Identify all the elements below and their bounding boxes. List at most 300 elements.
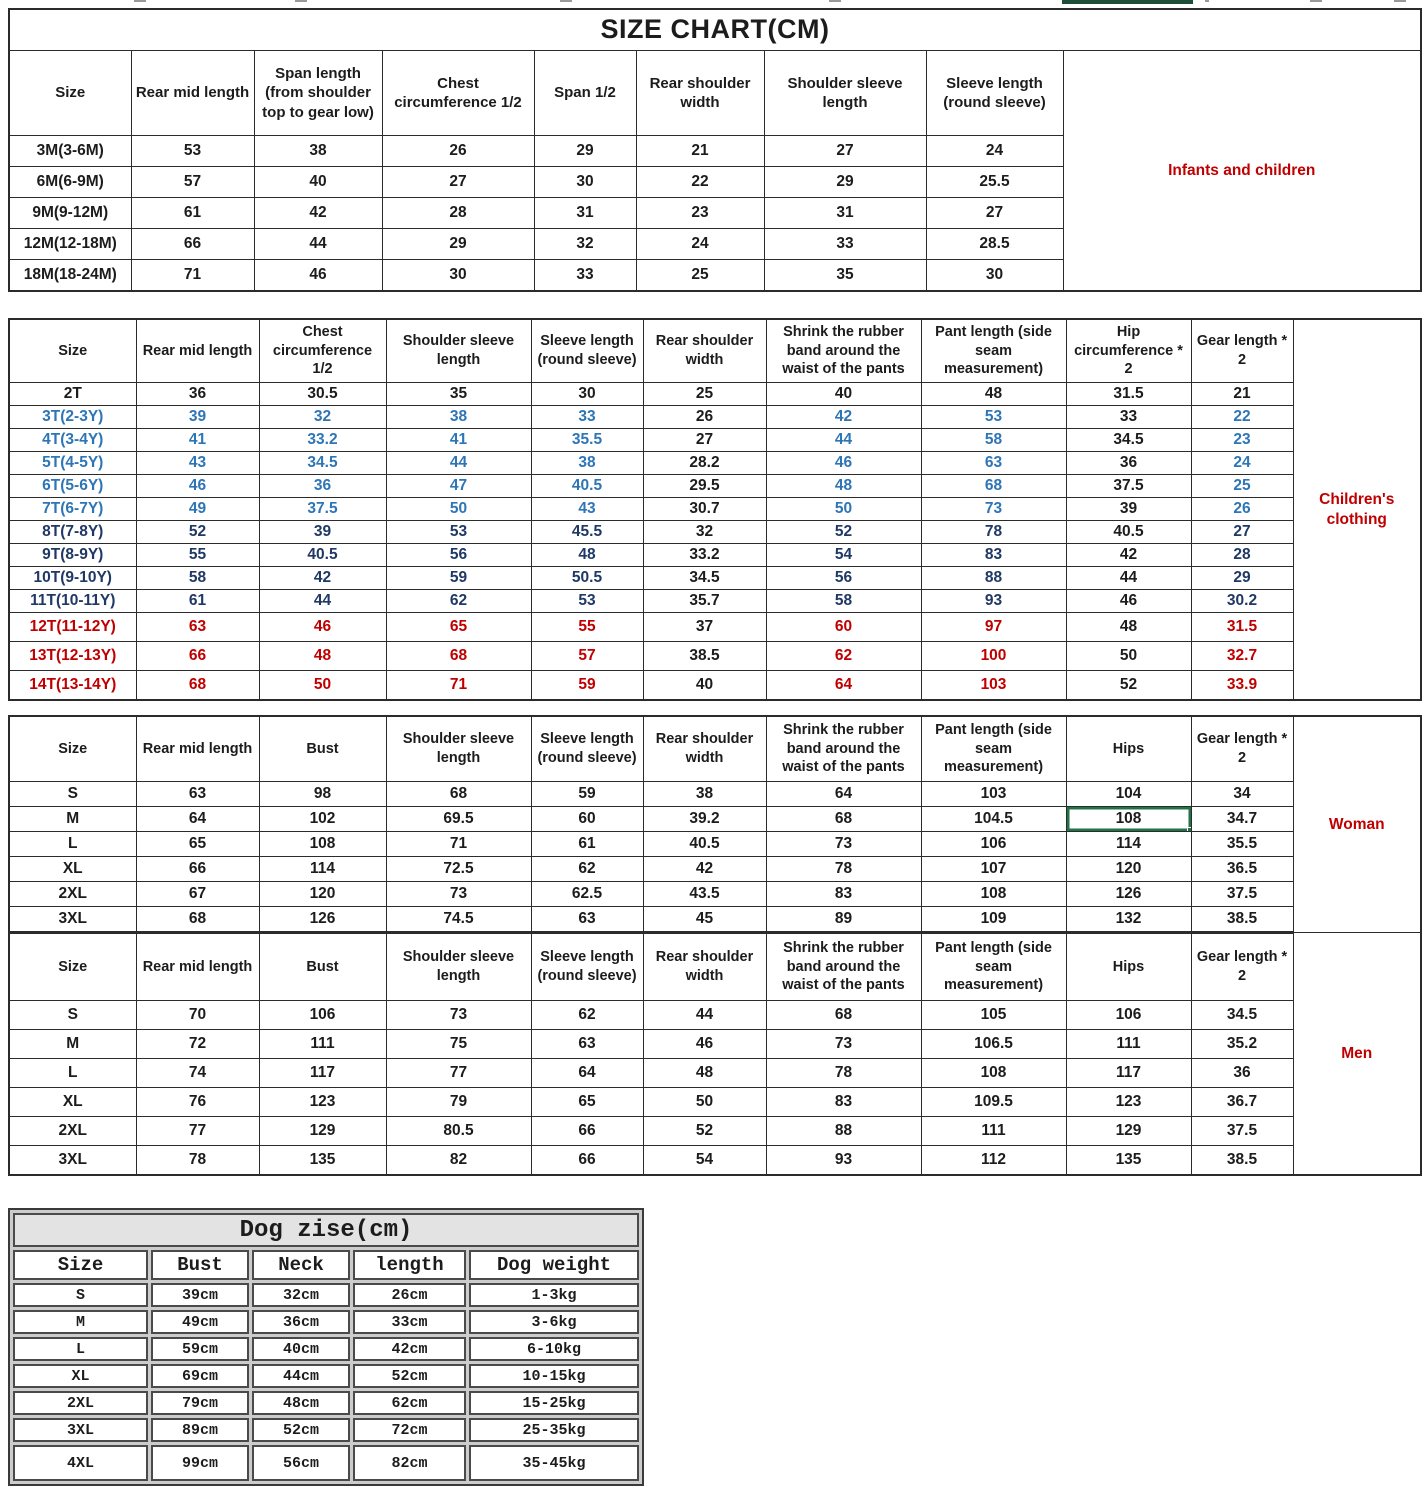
column-header: Rear mid length (136, 933, 259, 1001)
dog-table-title: Dog zise(cm) (13, 1213, 639, 1247)
cell: 22 (1191, 406, 1293, 429)
row-size-label: 2XL (9, 1117, 136, 1146)
gridline-tick (295, 0, 307, 2)
column-header: Gear length * 2 (1191, 716, 1293, 782)
cell: 36 (1191, 1059, 1293, 1088)
cell: 62 (766, 642, 921, 671)
table-row (13, 1310, 639, 1334)
column-header: Size (13, 1250, 148, 1280)
section-label-children: Children's clothing (1293, 319, 1421, 700)
column-header: Rear mid length (136, 716, 259, 782)
table-row (9, 475, 1421, 498)
table-row (9, 613, 1421, 642)
cell: 71 (386, 671, 531, 701)
table-row (9, 1146, 1421, 1176)
cell: 39.2 (643, 807, 766, 832)
cell: 135 (259, 1146, 386, 1176)
cell: 61 (531, 832, 643, 857)
table-row (9, 882, 1421, 907)
cell: 53 (531, 590, 643, 613)
cell: 35 (386, 383, 531, 406)
cell: 56 (766, 567, 921, 590)
cell: 65 (386, 613, 531, 642)
cell: 117 (259, 1059, 386, 1088)
cell: 63 (531, 907, 643, 933)
row-size-label: XL (9, 1088, 136, 1117)
cell: 105 (921, 1001, 1066, 1030)
row-size-label: 12M(12-18M) (9, 229, 131, 260)
cell: 68 (386, 642, 531, 671)
table-row (9, 807, 1421, 832)
section-label-men: Men (1293, 933, 1421, 1176)
cell: 78 (921, 521, 1066, 544)
cell: 39 (1066, 498, 1191, 521)
cell: 74 (136, 1059, 259, 1088)
row-size-label: 3XL (13, 1418, 148, 1442)
cell: 30 (382, 260, 534, 292)
cell: 41 (136, 429, 259, 452)
row-size-label: 3XL (9, 907, 136, 933)
column-header: Hip circumference * 2 (1066, 319, 1191, 383)
cell: 93 (766, 1146, 921, 1176)
cell: 33 (764, 229, 926, 260)
cell: 36 (136, 383, 259, 406)
table-row (9, 429, 1421, 452)
cell: 66 (136, 857, 259, 882)
cell: 37.5 (1066, 475, 1191, 498)
column-header: Pant length (side seam measurement) (921, 716, 1066, 782)
cell: 135 (1066, 1146, 1191, 1176)
table-row (9, 832, 1421, 857)
cell: 15-25kg (469, 1391, 639, 1415)
column-header: Hips (1066, 716, 1191, 782)
column-header: Size (9, 716, 136, 782)
cell: 48 (531, 544, 643, 567)
cell: 28 (1191, 544, 1293, 567)
cell: 29 (382, 229, 534, 260)
row-size-label: 9M(9-12M) (9, 198, 131, 229)
cell: 28.5 (926, 229, 1063, 260)
cell: 38.5 (1191, 1146, 1293, 1176)
cell: 60 (766, 613, 921, 642)
cell: 46 (1066, 590, 1191, 613)
cell: 50 (386, 498, 531, 521)
cell: 120 (1066, 857, 1191, 882)
row-size-label: 2T (9, 383, 136, 406)
table-row (9, 782, 1421, 807)
cell: 62.5 (531, 882, 643, 907)
cell: 55 (531, 613, 643, 642)
column-header: Dog weight (469, 1250, 639, 1280)
cell: 42 (254, 198, 382, 229)
table-row (9, 1059, 1421, 1088)
cell: 50 (643, 1088, 766, 1117)
cell: 39 (136, 406, 259, 429)
cell: 129 (1066, 1117, 1191, 1146)
row-size-label: 11T(10-11Y) (9, 590, 136, 613)
column-header: Shoulder sleeve length (386, 319, 531, 383)
cell: 76 (136, 1088, 259, 1117)
cell: 43.5 (643, 882, 766, 907)
cell: 114 (259, 857, 386, 882)
cell: 30 (531, 383, 643, 406)
cell: 27 (764, 136, 926, 167)
cell: 62 (386, 590, 531, 613)
cell: 32cm (252, 1283, 350, 1307)
cell: 33.2 (259, 429, 386, 452)
row-size-label: 14T(13-14Y) (9, 671, 136, 701)
cell: 34.5 (1066, 429, 1191, 452)
cell: 30 (534, 167, 636, 198)
cell: 67 (136, 882, 259, 907)
row-size-label: XL (9, 857, 136, 882)
cell: 33 (1066, 406, 1191, 429)
row-size-label: L (13, 1337, 148, 1361)
column-header: Size (9, 933, 136, 1001)
cell: 35.2 (1191, 1030, 1293, 1059)
cell: 68 (766, 1001, 921, 1030)
row-size-label: 4XL (13, 1445, 148, 1481)
cell: 39 (259, 521, 386, 544)
cell: 36cm (252, 1310, 350, 1334)
row-size-label: 3T(2-3Y) (9, 406, 136, 429)
cell: 62 (531, 1001, 643, 1030)
cell: 77 (136, 1117, 259, 1146)
cell: 53 (921, 406, 1066, 429)
row-size-label: 4T(3-4Y) (9, 429, 136, 452)
table-row (9, 857, 1421, 882)
cell: 21 (1191, 383, 1293, 406)
cell: 111 (1066, 1030, 1191, 1059)
column-header: Bust (259, 716, 386, 782)
cell: 50 (1066, 642, 1191, 671)
cell: 62 (531, 857, 643, 882)
cell: 82cm (353, 1445, 466, 1481)
column-header: Size (9, 319, 136, 383)
cell: 64 (531, 1059, 643, 1088)
cell: 73 (766, 1030, 921, 1059)
table-row (9, 907, 1421, 933)
cell: 30.2 (1191, 590, 1293, 613)
cell: 44 (766, 429, 921, 452)
cell: 78 (136, 1146, 259, 1176)
cell: 75 (386, 1030, 531, 1059)
row-size-label: 8T(7-8Y) (9, 521, 136, 544)
children-table (8, 318, 1422, 701)
cell: 21 (636, 136, 764, 167)
column-header: Rear shoulder width (643, 319, 766, 383)
cell: 3-6kg (469, 1310, 639, 1334)
table-row (9, 590, 1421, 613)
gridline-tick (560, 0, 572, 2)
cell: 103 (921, 671, 1066, 701)
cell: 49 (136, 498, 259, 521)
cell: 126 (1066, 882, 1191, 907)
cell: 46 (766, 452, 921, 475)
selected-column-highlight (1062, 0, 1193, 4)
cell: 40.5 (1066, 521, 1191, 544)
cell: 66 (531, 1117, 643, 1146)
cell: 63 (136, 782, 259, 807)
table-row (13, 1445, 639, 1481)
cell: 89cm (151, 1418, 249, 1442)
cell: 60 (531, 807, 643, 832)
cell: 28 (382, 198, 534, 229)
column-header: Sleeve length (round sleeve) (926, 51, 1063, 136)
cell: 114 (1066, 832, 1191, 857)
column-header: Hips (1066, 933, 1191, 1001)
row-size-label: 2XL (13, 1391, 148, 1415)
cell: 10-15kg (469, 1364, 639, 1388)
cell: 74.5 (386, 907, 531, 933)
cell: 46 (136, 475, 259, 498)
cell: 64 (766, 782, 921, 807)
cell: 26 (1191, 498, 1293, 521)
column-header: Bust (259, 933, 386, 1001)
column-header: Size (9, 51, 131, 136)
cell: 28.2 (643, 452, 766, 475)
cell: 44 (259, 590, 386, 613)
cell: 23 (636, 198, 764, 229)
cell: 53 (131, 136, 254, 167)
section-label-woman: Woman (1293, 716, 1421, 933)
cell: 70 (136, 1001, 259, 1030)
cell: 46 (254, 260, 382, 292)
cell: 61 (136, 590, 259, 613)
row-size-label: M (9, 807, 136, 832)
column-header: Shrink the rubber band around the waist of the pants (766, 319, 921, 383)
cell: 40.5 (643, 832, 766, 857)
cell: 69cm (151, 1364, 249, 1388)
cell: 44 (254, 229, 382, 260)
table-row (9, 406, 1421, 429)
cell: 36.7 (1191, 1088, 1293, 1117)
cell: 40cm (252, 1337, 350, 1361)
cell: 23 (1191, 429, 1293, 452)
cell: 29.5 (643, 475, 766, 498)
cell: 38 (531, 452, 643, 475)
cell: 26 (382, 136, 534, 167)
row-size-label: 2XL (9, 882, 136, 907)
cell: 72cm (353, 1418, 466, 1442)
cell: 69.5 (386, 807, 531, 832)
column-header: Neck (252, 1250, 350, 1280)
cell: 31 (764, 198, 926, 229)
cell: 42 (766, 406, 921, 429)
cell: 33cm (353, 1310, 466, 1334)
column-header: Bust (151, 1250, 249, 1280)
cell: 42 (643, 857, 766, 882)
cell: 59 (531, 782, 643, 807)
cell: 108 (259, 832, 386, 857)
cell: 40 (766, 383, 921, 406)
table-row (9, 567, 1421, 590)
cell: 56cm (252, 1445, 350, 1481)
cell: 73 (386, 1001, 531, 1030)
cell: 104 (1066, 782, 1191, 807)
cell: 48 (643, 1059, 766, 1088)
column-header: Gear length * 2 (1191, 319, 1293, 383)
cell: 49cm (151, 1310, 249, 1334)
cell: 65 (136, 832, 259, 857)
cell: 40.5 (531, 475, 643, 498)
cell: 40 (643, 671, 766, 701)
cell: 64 (766, 671, 921, 701)
row-size-label: L (9, 1059, 136, 1088)
cell: 77 (386, 1059, 531, 1088)
cell: 38.5 (643, 642, 766, 671)
column-header: Sleeve length (round sleeve) (531, 319, 643, 383)
cell: 30.7 (643, 498, 766, 521)
cell: 46 (643, 1030, 766, 1059)
cell: 41 (386, 429, 531, 452)
cell: 43 (136, 452, 259, 475)
cell: 35-45kg (469, 1445, 639, 1481)
table-row (13, 1283, 639, 1307)
cell: 57 (131, 167, 254, 198)
cell: 31.5 (1191, 613, 1293, 642)
cell: 40.5 (259, 544, 386, 567)
cell: 61 (131, 198, 254, 229)
cell: 48 (766, 475, 921, 498)
header-row (9, 716, 1421, 782)
cell: 52cm (353, 1364, 466, 1388)
cell: 32 (643, 521, 766, 544)
table-row (9, 1001, 1421, 1030)
cell: 58 (136, 567, 259, 590)
cell: 45.5 (531, 521, 643, 544)
cell: 71 (386, 832, 531, 857)
row-size-label: 6M(6-9M) (9, 167, 131, 198)
column-header: Gear length * 2 (1191, 933, 1293, 1001)
table-row (9, 383, 1421, 406)
column-header: length (353, 1250, 466, 1280)
cell: 78 (766, 1059, 921, 1088)
cell: 34.5 (259, 452, 386, 475)
cell: 36.5 (1191, 857, 1293, 882)
cell: 59 (386, 567, 531, 590)
cell: 106.5 (921, 1030, 1066, 1059)
column-header: Rear mid length (136, 319, 259, 383)
column-header: Sleeve length (round sleeve) (531, 716, 643, 782)
dog-size-table (8, 1208, 644, 1486)
cell: 123 (259, 1088, 386, 1117)
cell: 22 (636, 167, 764, 198)
cell: 27 (1191, 521, 1293, 544)
cell: 89 (766, 907, 921, 933)
cell: 47 (386, 475, 531, 498)
cell: 34 (1191, 782, 1293, 807)
cell: 38 (254, 136, 382, 167)
column-header: Shoulder sleeve length (386, 933, 531, 1001)
cell: 71 (131, 260, 254, 292)
cell: 106 (259, 1001, 386, 1030)
dog-title-row (13, 1213, 639, 1247)
selected-cell: 108 (1066, 807, 1191, 832)
table-row (13, 1337, 639, 1361)
cell: 93 (921, 590, 1066, 613)
infants-table (8, 8, 1422, 292)
table-row (9, 1117, 1421, 1146)
column-header: Shoulder sleeve length (386, 716, 531, 782)
cell: 25.5 (926, 167, 1063, 198)
cell: 33.9 (1191, 671, 1293, 701)
adults-table (8, 715, 1422, 1176)
cell: 42 (259, 567, 386, 590)
cell: 78 (766, 857, 921, 882)
cell: 132 (1066, 907, 1191, 933)
cell: 58 (921, 429, 1066, 452)
cell: 123 (1066, 1088, 1191, 1117)
table-row (9, 642, 1421, 671)
page-title: SIZE CHART(CM) (9, 9, 1421, 51)
cell: 98 (259, 782, 386, 807)
cell: 27 (926, 198, 1063, 229)
cell: 27 (382, 167, 534, 198)
cell: 117 (1066, 1059, 1191, 1088)
cell: 24 (926, 136, 1063, 167)
cell: 80.5 (386, 1117, 531, 1146)
cell: 35 (764, 260, 926, 292)
column-header: Pant length (side seam measurement) (921, 319, 1066, 383)
cell: 52cm (252, 1418, 350, 1442)
cell: 63 (921, 452, 1066, 475)
row-size-label: 9T(8-9Y) (9, 544, 136, 567)
column-header: Pant length (side seam measurement) (921, 933, 1066, 1001)
cell: 48 (921, 383, 1066, 406)
cell: 24 (1191, 452, 1293, 475)
cell: 35.5 (1191, 832, 1293, 857)
cell: 72.5 (386, 857, 531, 882)
cell: 29 (764, 167, 926, 198)
cell: 33 (531, 406, 643, 429)
cell: 30 (926, 260, 1063, 292)
cell: 32.7 (1191, 642, 1293, 671)
row-size-label: 3M(3-6M) (9, 136, 131, 167)
spreadsheet-top-gridline-remnants (0, 0, 1428, 6)
column-header: Shoulder sleeve length (764, 51, 926, 136)
column-header: Rear shoulder width (643, 933, 766, 1001)
table-row (9, 521, 1421, 544)
row-size-label: 3XL (9, 1146, 136, 1176)
cell: 44 (643, 1001, 766, 1030)
cell: 48 (1066, 613, 1191, 642)
cell: 54 (766, 544, 921, 567)
cell: 52 (766, 521, 921, 544)
cell: 44cm (252, 1364, 350, 1388)
column-header: Shrink the rubber band around the waist of the pants (766, 933, 921, 1001)
cell: 29 (1191, 567, 1293, 590)
cell: 43 (531, 498, 643, 521)
cell: 25-35kg (469, 1418, 639, 1442)
cell: 31.5 (1066, 383, 1191, 406)
cell: 37.5 (1191, 1117, 1293, 1146)
column-header: Chest circumference 1/2 (382, 51, 534, 136)
cell: 32 (534, 229, 636, 260)
cell: 109.5 (921, 1088, 1066, 1117)
gridline-tick (1394, 0, 1406, 2)
cell: 33 (534, 260, 636, 292)
cell: 68 (921, 475, 1066, 498)
table-row (9, 1088, 1421, 1117)
cell: 111 (921, 1117, 1066, 1146)
row-size-label: 6T(5-6Y) (9, 475, 136, 498)
row-size-label: S (9, 782, 136, 807)
cell: 63 (136, 613, 259, 642)
section-label-infants: Infants and children (1063, 51, 1421, 292)
row-size-label: L (9, 832, 136, 857)
column-header: Span 1/2 (534, 51, 636, 136)
